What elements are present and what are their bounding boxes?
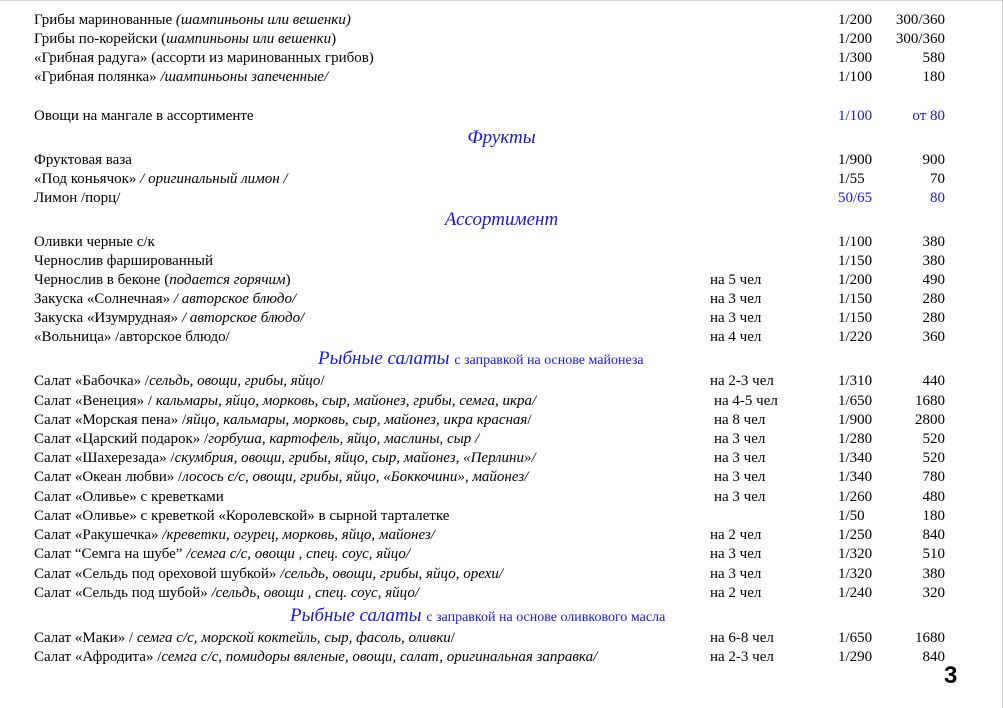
section-title: Рыбные салаты [290,605,427,626]
item-price: 490 [922,272,945,288]
section-subtitle: с заправкой на основе оливкового масла [426,610,666,625]
item-desc: яйцо, кальмары, морковь, сыр, майонез, икра красная [186,412,528,428]
item-name: Салат «Сельдь под ореховой шубкой» [34,566,281,582]
item-price: 380 [922,234,945,250]
menu-row [0,526,1003,545]
page-number: 3 [944,662,958,689]
item-output: 1/300 [838,50,873,66]
item-desc: лосось с/с, овощи, грибы, яйцо, «Боккочини», майонез/ [182,469,529,485]
item-desc: семга с/с, морской коктейль, сыр, фасоль, оливки [136,630,451,646]
item-price: 440 [922,373,945,389]
item-name: «Вольница» /авторское блюдо/ [34,329,230,345]
item-name: Салат «Маки» / [34,630,137,646]
item-price: 360 [922,329,945,345]
item-name: Лимон /порц/ [34,190,121,206]
item-output: 1/150 [838,291,873,307]
menu-row [0,11,1003,30]
item-persons: на 3 чел [714,469,766,485]
item-persons: на 3 чел [710,566,762,582]
item-output: 1/200 [838,31,873,47]
menu-row [0,584,1003,603]
item-price: 80 [930,190,945,206]
item-name: Салат «Морская пена» / [34,412,187,428]
menu-row [0,309,1003,328]
item-price: 280 [922,310,945,326]
item-name: Оливки черные с/к [34,234,155,250]
menu-row [0,107,1003,126]
item-desc: подается горячим [169,272,286,288]
item-persons: на 3 чел [710,291,762,307]
item-price: 580 [922,50,945,66]
item-output: 1/50 [838,508,865,524]
menu-row [0,430,1003,449]
item-name: «Грибная полянка» [34,69,161,85]
item-persons: на 2-3 чел [710,649,774,665]
menu-row [0,545,1003,564]
item-name: Салат «Сельдь под шубой» [34,585,212,601]
item-name: Салат «Океан любви» / [34,469,183,485]
item-desc: (ассорти из маринованных грибов) [151,50,374,66]
item-price: от 80 [912,108,945,124]
item-desc: шампиньоны или вешенки [166,31,332,47]
item-desc: сельдь, овощи, грибы, яйцо [149,373,321,389]
item-persons: на 3 чел [710,546,762,562]
item-output: 1/150 [838,310,873,326]
item-output: 1/100 [838,108,873,124]
menu-row [0,30,1003,49]
item-desc-tail: / [320,373,325,389]
item-output: 1/340 [838,469,873,485]
item-desc: семга с/с, помидоры вяленые, овощи, салат, оригинальная заправка/ [161,649,598,665]
menu-row [0,372,1003,391]
item-desc: /семга с/с, овощи , спец. соус, яйцо/ [186,546,411,562]
item-name: Овощи на мангале в ассортименте [34,108,254,124]
item-price: 510 [922,546,945,562]
item-output: 1/55 [838,171,865,187]
menu-row [0,189,1003,208]
item-output: 1/340 [838,450,873,466]
item-name: Грибы маринованные [34,12,176,28]
menu-row [0,449,1003,468]
item-price: 520 [922,450,945,466]
item-name: Фруктовая ваза [34,152,132,168]
item-price: 1680 [915,630,945,646]
item-persons: на 5 чел [710,272,762,288]
item-persons: на 2 чел [710,585,762,601]
menu-row [0,328,1003,347]
item-price: 180 [922,69,945,85]
item-persons: на 3 чел [714,450,766,466]
menu-row [0,151,1003,170]
item-name: Закуска «Изумрудная» [34,310,182,326]
item-price: 1680 [915,393,945,409]
item-persons: на 3 чел [714,489,766,505]
item-desc-tail: ) [331,31,337,47]
menu-row [0,648,1003,667]
item-persons: на 2-3 чел [710,373,774,389]
menu-row [0,507,1003,526]
item-name: Чернослив фаршированный [34,253,213,269]
item-name: Салат «Оливье» с креветкой «Королевской» в сырной тарталетке [34,508,450,524]
section-title-assortment: Ассортимент [444,209,559,230]
menu-row [0,565,1003,584]
item-desc: /креветки, огурец, морковь, яйцо, майонез/ [162,527,435,543]
item-output: 1/250 [838,527,873,543]
menu-row [0,233,1003,252]
item-persons: на 3 чел [710,310,762,326]
item-desc: /сельдь, овощи, грибы, яйцо, орехи/ [280,566,503,582]
item-price: 300/360 [895,12,945,28]
item-desc: / авторское блюдо/ [181,310,305,326]
item-output: 1/310 [838,373,873,389]
item-output: 1/200 [838,12,873,28]
item-desc: / авторское блюдо/ [173,291,297,307]
item-price: 380 [922,566,945,582]
item-name: Салат “Семга на шубе” [34,546,187,562]
item-output: 1/150 [838,253,873,269]
item-name: Грибы по-корейски ( [34,31,167,47]
item-persons: на 8 чел [714,412,766,428]
item-price: 280 [922,291,945,307]
item-desc: / оригинальный лимон / [140,171,288,187]
item-desc-tail: ) [285,272,291,288]
item-output: 1/280 [838,431,873,447]
item-price: 70 [930,171,945,187]
item-output: 50/65 [838,190,873,206]
item-output: 1/650 [838,393,873,409]
item-output: 1/240 [838,585,873,601]
item-name: Салат «Бабочка» / [34,373,150,389]
item-price: 300/360 [895,31,945,47]
item-name: Салат «Шахерезада» / [34,450,175,466]
section-title: Рыбные салаты [318,348,455,369]
menu-row [0,49,1003,68]
item-desc-tail: / [527,412,532,428]
section-title-fruits: Фрукты [467,127,536,148]
item-output: 1/900 [838,412,873,428]
item-desc: /шампиньоны запеченные/ [160,69,329,85]
section-title-fish-salads-olive [290,605,665,629]
item-name: Салат «Венеция» / [34,393,156,409]
item-output: 1/260 [838,489,873,505]
item-output: 1/200 [838,272,873,288]
item-persons: на 4-5 чел [714,393,778,409]
item-name: «Под коньячок» [34,171,141,187]
item-output: 1/220 [838,329,873,345]
menu-row [0,411,1003,430]
item-output: 1/650 [838,630,873,646]
item-persons: на 4 чел [710,329,762,345]
item-desc: горбуша, картофель, яйцо, маслины, сыр / [208,431,480,447]
section-subtitle: с заправкой на основе майонеза [454,353,644,368]
item-name: Салат «Афродита» / [34,649,162,665]
item-name: Закуска «Солнечная» [34,291,174,307]
item-output: 1/290 [838,649,873,665]
menu-row [0,290,1003,309]
item-price: 840 [922,527,945,543]
item-output: 1/320 [838,546,873,562]
menu-row [0,468,1003,487]
item-output: 1/900 [838,152,873,168]
item-name: Салат «Оливье» с креветками [34,489,224,505]
item-persons: на 6-8 чел [710,630,774,646]
item-price: 180 [922,508,945,524]
item-desc-tail: / [450,630,455,646]
menu-row [0,252,1003,271]
item-price: 320 [922,585,945,601]
menu-row [0,629,1003,648]
item-name: «Грибная радуга» [34,50,152,66]
item-name: Салат «Царский подарок» / [34,431,209,447]
item-price: 900 [922,152,945,168]
item-price: 520 [922,431,945,447]
item-persons: на 3 чел [714,431,766,447]
menu-row [0,271,1003,290]
item-output: 1/320 [838,566,873,582]
item-name: Чернослив в беконе ( [34,272,170,288]
item-output: 1/100 [838,69,873,85]
item-persons: на 2 чел [710,527,762,543]
menu-row [0,68,1003,87]
item-price: 2800 [915,412,945,428]
section-title-fish-salads-mayo [318,348,644,372]
item-desc: кальмары, яйцо, морковь, сыр, майонез, грибы, семга, икра/ [155,393,537,409]
menu-row [0,170,1003,189]
item-output: 1/100 [838,234,873,250]
item-price: 480 [922,489,945,505]
item-desc: скумбрия, овощи, грибы, яйцо, сыр, майонез, «Перлини»/ [174,450,536,466]
item-name: Салат «Ракушечка» [34,527,163,543]
item-price: 780 [922,469,945,485]
item-desc: /сельдь, овощи , спец. соус, яйцо/ [211,585,420,601]
item-price: 840 [922,649,945,665]
menu-row [0,392,1003,411]
item-desc: (шампиньоны или вешенки) [175,12,351,28]
item-price: 380 [922,253,945,269]
menu-row [0,488,1003,507]
page-border-top [0,0,1003,1]
